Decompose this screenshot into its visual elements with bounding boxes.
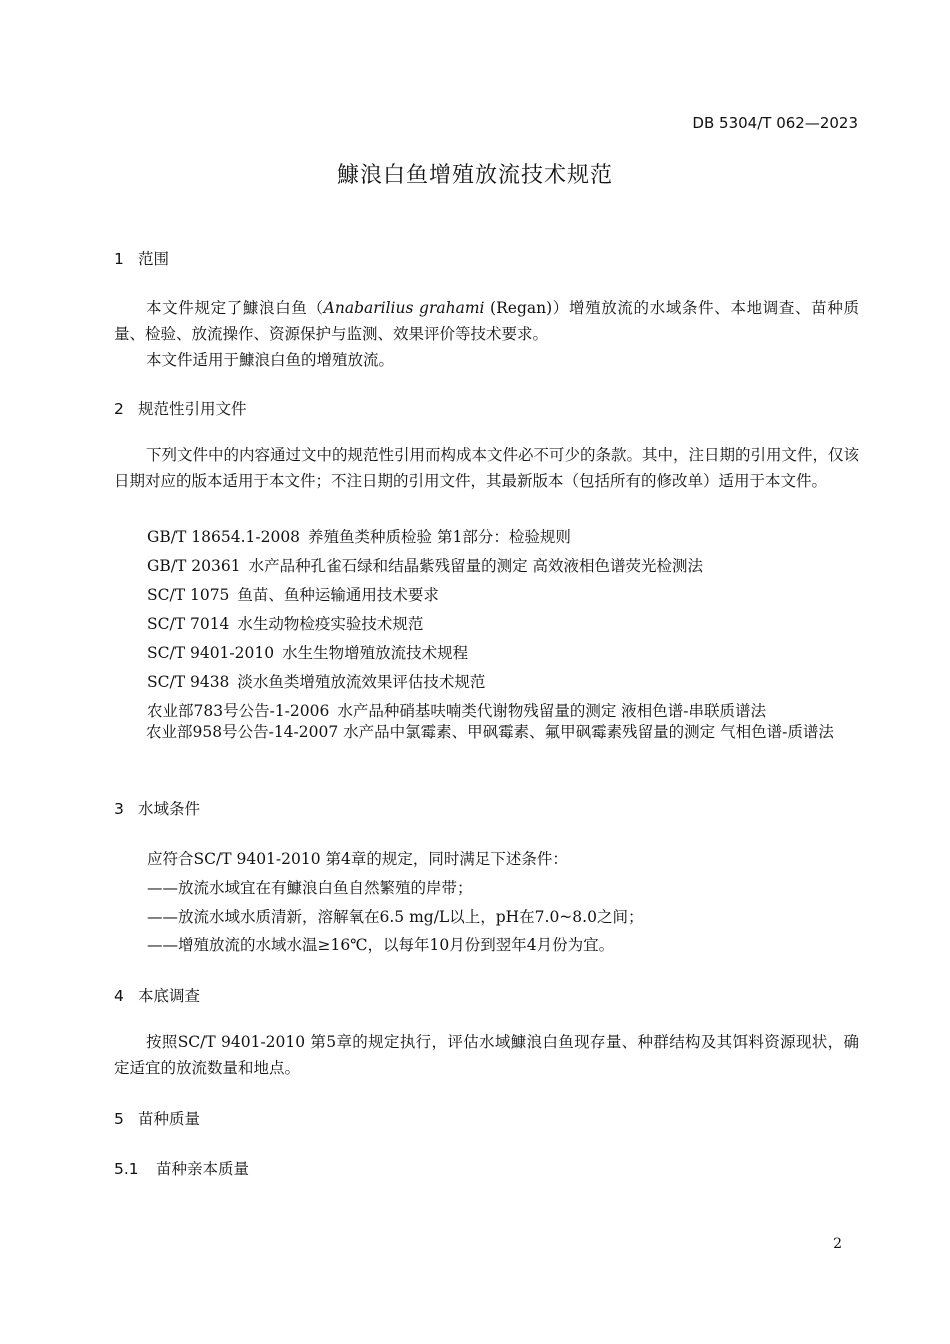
reference-title: 水产品种硝基呋喃类代谢物残留量的测定 液相色谱-串联质谱法 xyxy=(337,702,767,720)
document-code: DB 5304/T 062—2023 xyxy=(692,114,858,132)
reference-title: 水生生物增殖放流技术规程 xyxy=(282,644,469,662)
reference-item xyxy=(147,699,766,721)
reference-code: SC/T 9401-2010 xyxy=(147,644,275,662)
text-run: 本文件规定了鱇浪白鱼（ xyxy=(146,299,324,317)
section-title: 苗种质量 xyxy=(138,1110,201,1128)
reference-title: 鱼苗、鱼种运输通用技术要求 xyxy=(237,586,439,604)
section-number: 3 xyxy=(114,800,124,818)
reference-item xyxy=(147,670,485,692)
condition-item: ——增殖放流的水域水温≥16℃，以每年10月份到翌年4月份为宜。 xyxy=(147,936,615,954)
subsection-title: 苗种亲本质量 xyxy=(156,1160,250,1178)
reference-code: 农业部783号公告-1-2006 xyxy=(147,702,330,720)
section-number: 4 xyxy=(114,987,124,1005)
paragraph: 按照SC/T 9401-2010 第5章的规定执行，评估水域鱇浪白鱼现存量、种群结构及其饵料资源现状，确定适宜的放流数量和地点。 xyxy=(114,1033,859,1077)
paragraph: 下列文件中的内容通过文中的规范性引用而构成本文件必不可少的条款。其中，注日期的引用文件，仅该日期对应的版本适用于本文件；不注日期的引用文件，其最新版本（包括所有的修改单）适用于本文件。 xyxy=(114,446,860,490)
reference-item xyxy=(147,554,703,576)
section-2-heading xyxy=(114,397,247,419)
section-3-intro: 应符合SC/T 9401-2010 第4章的规定，同时满足下述条件： xyxy=(147,850,568,868)
reference-item xyxy=(147,641,468,663)
section-1-body xyxy=(114,295,859,373)
section-4-body xyxy=(114,1029,859,1081)
section-1-heading xyxy=(114,247,169,269)
section-5-heading xyxy=(114,1107,200,1129)
section-title: 规范性引用文件 xyxy=(138,400,247,418)
document-title: 鱇浪白鱼增殖放流技术规范 xyxy=(336,163,613,188)
reference-code: GB/T 18654.1-2008 xyxy=(147,528,301,546)
reference-code: GB/T 20361 xyxy=(147,557,241,575)
section-title: 水域条件 xyxy=(138,800,201,818)
latin-name: Anabarilius grahami xyxy=(323,299,485,317)
section-number: 1 xyxy=(114,250,124,268)
paragraph xyxy=(114,295,859,347)
reference-title: 淡水鱼类增殖放流效果评估技术规范 xyxy=(237,673,486,691)
section-number: 5 xyxy=(114,1110,124,1128)
section-title: 范围 xyxy=(138,250,170,268)
reference-code: SC/T 1075 xyxy=(147,586,230,604)
page-number: 2 xyxy=(833,1236,842,1252)
text-run: (Regan)）增殖放流的水域条件、本地调查、苗种质量、检验、放流操作、资源保护与监测、效果评价等技术要求。 xyxy=(114,299,859,343)
condition-item: ——放流水域宜在有鱇浪白鱼自然繁殖的岸带； xyxy=(147,879,473,897)
condition-item: ——放流水域水质清新，溶解氧在6.5 mg/L以上，pH在7.0~8.0之间； xyxy=(147,908,644,926)
paragraph: 本文件适用于鱇浪白鱼的增殖放流。 xyxy=(146,351,395,369)
paragraph: 农业部958号公告-14-2007 水产品中氯霉素、甲砜霉素、氟甲砜霉素残留量的测定 气相色谱-质谱法 xyxy=(146,723,834,741)
section-2-intro xyxy=(114,442,859,494)
reference-title: 水生动物检疫实验技术规范 xyxy=(237,615,424,633)
section-3-heading xyxy=(114,797,200,819)
section-title: 本底调查 xyxy=(138,987,201,1005)
section-number: 2 xyxy=(114,400,124,418)
reference-title: 水产品种孔雀石绿和结晶紫残留量的测定 高效液相色谱荧光检测法 xyxy=(248,557,704,575)
subsection-5-1-heading xyxy=(114,1157,249,1179)
reference-item xyxy=(147,525,571,547)
reference-code: SC/T 7014 xyxy=(147,615,230,633)
section-4-heading xyxy=(114,984,200,1006)
reference-item-wrapped xyxy=(114,719,859,745)
reference-item xyxy=(147,583,439,605)
reference-item xyxy=(147,612,423,634)
reference-code: SC/T 9438 xyxy=(147,673,230,691)
reference-title: 养殖鱼类种质检验 第1部分：检验规则 xyxy=(308,528,571,546)
subsection-number: 5.1 xyxy=(114,1160,139,1178)
